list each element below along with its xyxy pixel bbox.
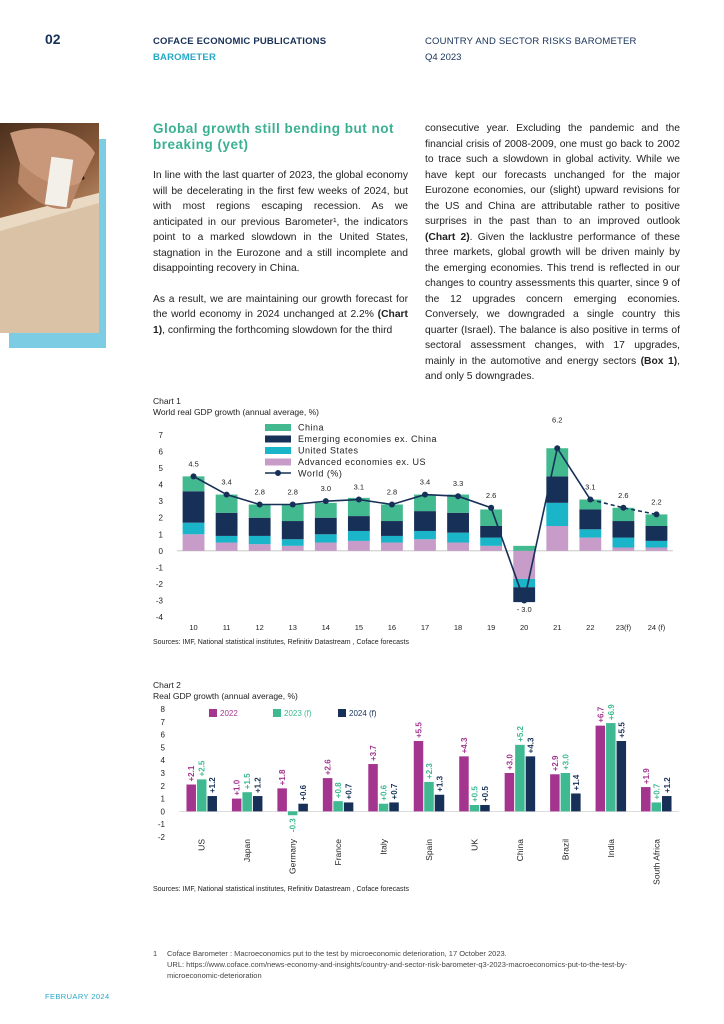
ballot-box-hand-image — [0, 123, 99, 333]
chart2-bar — [606, 723, 616, 811]
chart1-x-tick: 17 — [420, 623, 430, 632]
chart2-bar — [414, 741, 424, 811]
chart1-world-point — [653, 511, 659, 517]
article-column-left — [153, 121, 408, 353]
chart2-category-label: US — [196, 839, 207, 851]
chart2-value-label: +2.9 — [550, 755, 560, 772]
chart1-y-tick: 4 — [158, 480, 163, 490]
chart2-bar — [186, 785, 196, 812]
chart1-world-point — [554, 445, 560, 451]
chart1-bar-segment — [480, 509, 502, 526]
chart2-bar — [197, 779, 207, 811]
chart2-bar — [596, 726, 606, 812]
chart2-value-label: +6.7 — [596, 706, 606, 723]
chart2-value-label: +4.3 — [526, 737, 536, 754]
chart2-value-label: +2.6 — [323, 759, 333, 776]
chart1-world-label: 3.4 — [419, 477, 431, 487]
chart2-value-label: +0.8 — [334, 782, 344, 799]
chart1-bar-segment — [579, 529, 601, 537]
chart2-y-tick: 1 — [160, 794, 165, 804]
chart1-bar-segment — [381, 543, 403, 551]
chart1-bar-segment — [447, 543, 469, 551]
chart2-y-tick: 3 — [160, 769, 165, 778]
chart2-value-label: +0.6 — [299, 784, 309, 801]
chart1-bar-segment — [612, 521, 634, 538]
chart1-bar-segment — [579, 538, 601, 551]
chart2-bar — [617, 741, 627, 811]
chart2-bar — [561, 773, 571, 811]
chart1-bar-segment — [646, 541, 668, 548]
chart1-y-tick: 1 — [158, 530, 163, 540]
chart1-legend-label: United States — [298, 445, 359, 456]
chart1-y-tick: -4 — [155, 613, 163, 622]
chart2-bar — [459, 756, 469, 811]
chart2-caption — [153, 680, 298, 701]
chart2-title: Real GDP growth (annual average, %) — [153, 690, 298, 701]
chart2-category-label: Germany — [287, 839, 298, 874]
chart1-source: Sources: IMF, National statistical institutes, Refinitiv Datastream , Coface forecasts — [153, 639, 409, 646]
chart1-y-tick: -1 — [155, 563, 163, 573]
chart1-y-tick: 2 — [158, 513, 163, 523]
chart2-category-label: South Africa — [651, 839, 662, 885]
article-paragraph-2-continued: consecutive year. Excluding the pandemic and the financial crisis of 2008-2009, one must go back to 2002 to trace such a slowdown in global activity. While we have kept our forecasts unchanged for the major Eurozone economies, our (slight) upward revisions for the US and China are attributable rather to positive surprises in the past than to an improved outlook (Chart 2). Given the lacklustre performance of these three markets, global growth will be driven mainly by the emerging economies. This trend is reflected in our changes to country assessments this quarter, since 9 of the 12 upgrades concern emerging economies. Conversely, we downgraded a single country this quarter (Israel). The balance is also positive in terms of sectoral assessment changes, with 17 upgrades, mainly in the automotive and energy sectors (Box 1), and only 5 downgrades. — [425, 123, 680, 382]
footnote — [153, 948, 633, 981]
chart1-bar-segment — [282, 521, 304, 539]
chart1-caption — [153, 396, 319, 417]
chart2-value-label: +0.5 — [470, 786, 480, 802]
chart2-bar — [288, 811, 298, 815]
chart2-y-tick: 0 — [160, 807, 165, 817]
chart1-bar-segment — [546, 448, 568, 476]
chart1-world-label: 3.1 — [353, 482, 365, 492]
chart1-legend-label: Advanced economies ex. US — [298, 457, 427, 467]
chart2-category-label: Spain — [424, 839, 434, 861]
chart1-x-tick: 12 — [255, 623, 264, 632]
chart1-bar-segment — [216, 543, 238, 551]
chart2-y-tick: -2 — [157, 833, 165, 842]
chart1-y-tick: 5 — [158, 464, 163, 474]
chart1-bar-segment — [381, 536, 403, 543]
chart2-value-label: +1.3 — [435, 775, 445, 792]
chart1-world-point — [488, 505, 494, 511]
chart1-bar-segment — [249, 544, 271, 551]
chart2-bar — [242, 792, 252, 811]
chart1-bar-segment — [414, 511, 436, 531]
chart1-bar-segment — [348, 516, 370, 531]
chart1-world-label: 3.0 — [320, 484, 332, 494]
chart2-value-label: +1.2 — [253, 777, 263, 794]
chart1-world-point — [191, 473, 197, 479]
chart1-world-point — [224, 492, 230, 498]
chart1-x-tick: 22 — [586, 623, 595, 632]
chart2-bar — [389, 802, 399, 811]
chart1-bar-segment — [646, 526, 668, 541]
chart2-value-label: +0.7 — [390, 783, 400, 800]
chart2-label: Chart 2 — [153, 680, 181, 690]
chart1-world-label: 4.5 — [188, 459, 199, 469]
report-title: COUNTRY AND SECTOR RISKS BAROMETER — [425, 36, 637, 47]
chart1-world-point — [455, 493, 461, 499]
chart2-bar — [652, 802, 662, 811]
chart1-bar-segment — [612, 538, 634, 548]
page-number: 02 — [45, 31, 61, 47]
chart2-value-label: +3.0 — [561, 754, 571, 770]
chart2-category-label: China — [514, 839, 525, 862]
chart2-y-tick: 8 — [160, 705, 165, 714]
chart2-bar — [277, 788, 287, 811]
chart1-bar-segment — [183, 491, 205, 522]
chart2-value-label: +1.8 — [278, 769, 288, 786]
chart1-x-tick: 23(f) — [615, 623, 632, 632]
chart2-value-label: +2.1 — [187, 765, 197, 782]
chart1-y-tick: 3 — [158, 497, 163, 507]
chart2-category-label: Japan — [242, 839, 253, 863]
chart2-value-label: +1.0 — [232, 779, 242, 796]
chart2-value-label: +0.7 — [652, 783, 662, 800]
chart2-value-label: +5.5 — [414, 722, 424, 738]
chart2-value-label: +2.3 — [425, 763, 434, 779]
chart1-world-label: 2.6 — [618, 490, 629, 500]
chart2-bar — [470, 805, 480, 811]
article-column-right — [425, 121, 680, 400]
chart1-x-tick: 16 — [387, 623, 397, 632]
chart1-x-tick: 21 — [553, 623, 562, 632]
chart1-x-tick: 10 — [189, 623, 198, 632]
chart1-bar-segment — [249, 536, 271, 544]
chart1-bar-segment — [480, 546, 502, 551]
chart2-bar — [344, 802, 354, 811]
chart2-y-tick: 5 — [160, 743, 165, 753]
chart2-svg — [153, 700, 683, 884]
chart1-x-tick: 11 — [222, 623, 231, 632]
chart1-legend-swatch — [265, 424, 291, 431]
chart2-y-tick: 2 — [160, 781, 165, 791]
publication-name: COFACE ECONOMIC PUBLICATIONS — [153, 36, 327, 47]
chart1-legend-label: Emerging economies ex. China — [298, 434, 438, 444]
chart2-bar — [379, 804, 389, 812]
chart1-legend-swatch — [265, 447, 291, 454]
chart2-category-label: UK — [469, 839, 480, 851]
chart2-value-label: +1.2 — [662, 777, 672, 794]
chart1-x-tick: 20 — [520, 623, 529, 632]
chart1-world-point — [257, 501, 263, 507]
chart1-bar-segment — [183, 534, 205, 551]
chart1-bar-segment — [414, 531, 436, 539]
chart1-world-point — [620, 505, 626, 511]
chart1-world-point — [422, 492, 428, 498]
chart1-y-tick: 0 — [158, 546, 163, 556]
chart2-value-label: +1.2 — [208, 777, 218, 794]
chart1-world-label: 6.2 — [552, 415, 563, 425]
chart2-legend-label: 2023 (f) — [284, 709, 312, 718]
chart2-bar — [480, 805, 490, 811]
chart1-bar-segment — [249, 518, 271, 536]
chart1-svg — [153, 415, 683, 636]
chart2-y-tick: -1 — [157, 820, 165, 830]
chart1-bar-segment — [612, 548, 634, 551]
chart2-category-label: Brazil — [560, 839, 571, 861]
article-headline: Global growth still bending but not breaking (yet) — [153, 121, 394, 152]
chart1-bar-segment — [183, 523, 205, 535]
chart2-legend-label: 2024 (f) — [349, 709, 377, 718]
chart2-bar — [253, 796, 263, 811]
chart2-category-label: France — [333, 839, 344, 866]
chart1-bar-segment — [315, 503, 337, 518]
chart1-world-point — [389, 501, 395, 507]
chart1-bar-segment — [348, 531, 370, 541]
chart2-y-tick: 4 — [160, 756, 165, 766]
chart2-legend-label: 2022 — [220, 709, 238, 718]
chart1-bar-segment — [282, 539, 304, 546]
chart2-legend-swatch — [209, 709, 217, 717]
report-quarter: Q4 2023 — [425, 52, 462, 63]
chart2-bar — [424, 782, 434, 811]
chart1-y-tick: -3 — [155, 596, 163, 606]
footnote-number: 1 — [153, 949, 158, 958]
chart2-value-label: +1.9 — [641, 768, 651, 785]
chart1-bar-segment — [315, 518, 337, 535]
chart1-x-tick: 15 — [354, 623, 364, 632]
chart2-legend-swatch — [338, 709, 346, 717]
publication-series: BAROMETER — [153, 52, 217, 63]
chart2-bar — [232, 799, 242, 812]
chart2-bar — [368, 764, 378, 811]
chart1-world-point — [521, 597, 527, 603]
chart1-bar-segment — [480, 538, 502, 546]
chart2-category-label: Italy — [378, 839, 389, 855]
chart1-world-point — [290, 501, 296, 507]
chart1-label: Chart 1 — [153, 396, 181, 406]
chart1-world-label: 2.8 — [386, 487, 398, 497]
chart1-y-tick: -2 — [155, 579, 163, 589]
chart2-value-label: +5.2 — [515, 726, 525, 742]
chart1-bar-segment — [646, 548, 668, 551]
chart2-bar — [526, 756, 536, 811]
chart1-bar-segment — [447, 533, 469, 543]
chart2-value-label: +5.5 — [617, 722, 627, 738]
chart2-value-label: +3.7 — [369, 745, 379, 762]
footnote-text-1: Coface Barometer : Macroeconomics put to the test by microeconomic deterioration, 17 October 2023. — [167, 949, 507, 958]
chart1-world-label: 3.1 — [585, 482, 596, 492]
chart2-value-label: +0.7 — [344, 783, 354, 800]
chart1-bar-segment — [513, 546, 535, 551]
footnote-text-2: URL: https://www.coface.com/news-economy-and-insights/country-and-sector-risk-barometer-q3-2023-macroeconomics-put-to-the-test-by-microeconomic-deterioration — [167, 960, 628, 980]
chart1-world-label: 2.8 — [287, 487, 298, 497]
chart2-y-tick: 7 — [160, 717, 165, 727]
chart1-x-tick: 19 — [486, 623, 496, 632]
chart1-x-tick: 13 — [288, 623, 297, 632]
chart1-bar-segment — [216, 536, 238, 543]
chart1-bar-segment — [282, 546, 304, 551]
chart1-world-label: - 3.0 — [516, 605, 532, 615]
chart1-legend-swatch — [265, 459, 291, 466]
chart2-legend-swatch — [273, 709, 281, 717]
chart2-bar — [662, 796, 672, 811]
chart1-bar-segment — [315, 534, 337, 542]
chart2-bar — [515, 745, 525, 812]
chart1-bar-segment — [546, 526, 568, 551]
chart2-y-tick: 6 — [160, 730, 165, 740]
chart1-bar-segment — [315, 543, 337, 551]
chart2-bar — [323, 778, 333, 811]
chart1-x-tick: 24 (f) — [647, 623, 666, 632]
chart1-bar-segment — [414, 539, 436, 551]
chart1-y-tick: 6 — [158, 447, 163, 457]
chart2-category-label: India — [605, 839, 616, 858]
chart2-value-label: +2.5 — [197, 760, 207, 777]
chart1-x-tick: 14 — [321, 623, 330, 632]
chart2-value-label: +4.3 — [459, 737, 469, 754]
chart2-bar — [298, 804, 308, 812]
chart1-world-label: 2.6 — [485, 490, 497, 500]
chart1-world-label: 3.4 — [221, 477, 232, 487]
article-paragraph-2: As a result, we are maintaining our growth forecast for the world economy in 2024 unchanged at 2.2% (Chart 1), confirming the forthcoming slowdown for the third — [153, 293, 408, 336]
chart2-value-label: +3.0 — [505, 754, 515, 770]
chart2-value-label: +0.5 — [480, 786, 490, 802]
article-paragraph-1: In line with the last quarter of 2023, the global economy will be decelerating in the first few weeks of 2024, but with most regions escaping recession. As we anticipated in our previous Barometer¹, the indicators point to a marked slowdown in the United States, stagnation in the Eurozone and a still incomplete and disappointing recovery in China. — [153, 170, 408, 274]
chart2-value-label: +1.5 — [243, 773, 253, 790]
ballot-photo — [0, 123, 99, 333]
chart2-bar — [571, 793, 581, 811]
chart1-world-label: 2.2 — [651, 497, 662, 507]
chart1-world-point — [587, 497, 593, 503]
chart1-world-point — [323, 498, 329, 504]
chart1-bar-segment — [579, 509, 601, 529]
chart1-world-label: 2.8 — [254, 487, 265, 497]
chart2-source: Sources: IMF, National statistical institutes, Refinitiv Datastream , Coface forecasts — [153, 886, 409, 893]
chart2-value-label: +1.4 — [571, 774, 581, 791]
chart1-title: World real GDP growth (annual average, %) — [153, 406, 319, 417]
chart2-value-label: +0.6 — [379, 784, 389, 801]
chart1-legend-marker — [275, 470, 281, 476]
chart2-bar — [333, 801, 343, 811]
chart2-bar — [550, 774, 560, 811]
chart1-bar-segment — [381, 521, 403, 536]
chart1-world-label: 3.3 — [452, 479, 464, 489]
chart2-bar — [505, 773, 514, 811]
chart2-value-label: -0.3 — [288, 818, 298, 833]
chart1-x-tick: 18 — [453, 623, 463, 632]
chart1-bar-segment — [447, 513, 469, 533]
chart2-bar — [207, 796, 217, 811]
chart1-bar-segment — [216, 513, 238, 536]
chart1-legend-label: China — [298, 422, 325, 433]
chart1-world-point — [356, 497, 362, 503]
chart1-bar-segment — [348, 541, 370, 551]
chart1-legend-label: World (%) — [298, 468, 343, 479]
chart1-y-tick: 7 — [158, 431, 163, 440]
chart2-bar — [435, 795, 445, 812]
chart2-bar — [641, 787, 651, 811]
chart2-value-label: +6.9 — [606, 704, 616, 721]
footer-date: FEBRUARY 2024 — [45, 992, 110, 1001]
chart1-legend-swatch — [265, 436, 291, 443]
chart1-bar-segment — [546, 503, 568, 526]
